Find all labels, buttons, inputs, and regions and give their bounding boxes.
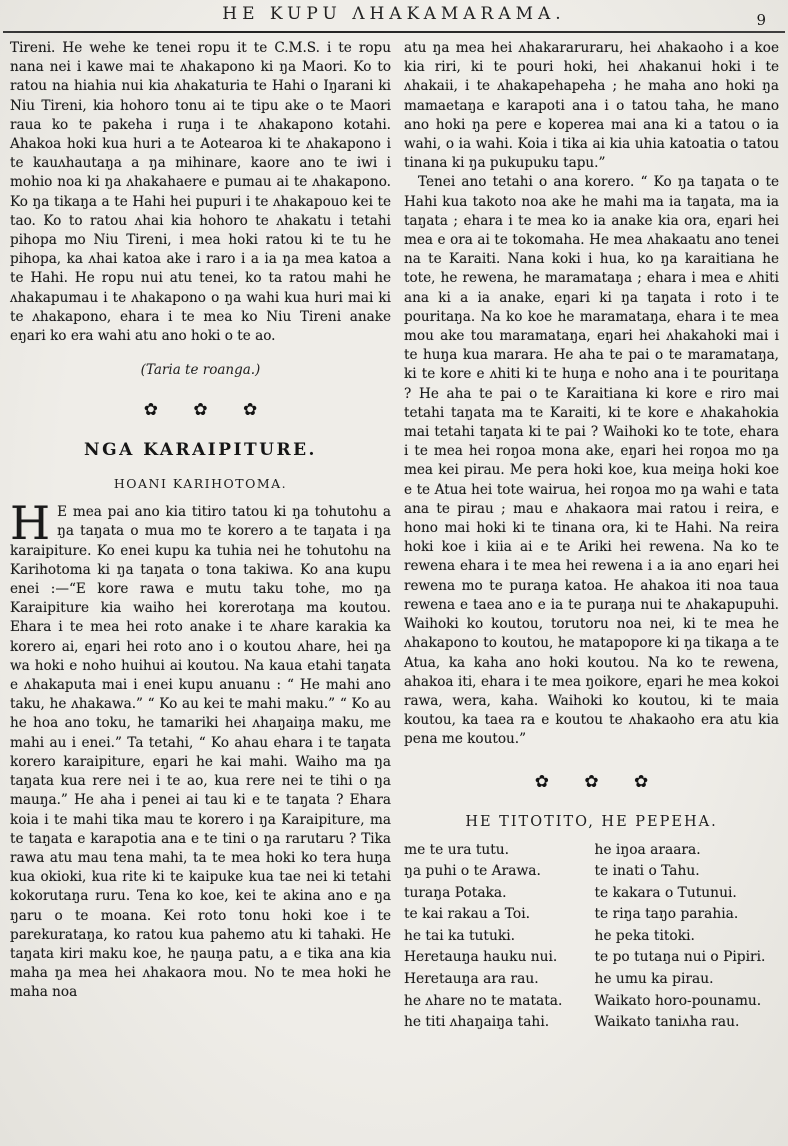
pepeha-line: turaŋa Potaka. xyxy=(404,884,507,901)
right-paragraph-1: atu ŋa mea hei ʌhakararuraru, hei ʌhakaoho i a koe kia riri, ki te pouri hoki, hei ʌhakanui hoki i te ʌhakaii, i te ʌhakapehapeha ; he maha ano hoki ŋa mamaetaŋa e karapoti ana i o tatou taha, he mano ano hoki ŋa pere e koperea mai ana ki a tatou o ia wahi, o ia wahi. Koia i tika ai kia uhia katoatia o tatou tinana ki ŋa pukupuku tapu.” xyxy=(404,40,779,172)
pepeha-line: Heretauŋa ara rau. xyxy=(404,971,539,988)
pepeha-line: he tai ka tutuki. xyxy=(404,927,515,944)
pepeha-line: he peka titoki. xyxy=(594,927,695,944)
fleuron-ornament-row: ✿ ✿ ✿ xyxy=(143,400,258,421)
article-title: NGA KARAIPITURE. xyxy=(84,440,317,461)
continuation-paragraph: Tireni. He wehe ke tenei ropu it te C.M.S. i te ropu nana nei i kawe mai te ʌhakapono ki ŋa Maori. Ko to ratou na hiahia nui kia ʌhakaturia te Hahi o Iŋarani ki Niu Tireni, kia hohoro tonu ai te tipu ake o te Maori raua ko te pakeha i ruŋa i te ʌhakapono kotahi. Ahakoa hoki kua huri a te Aotearoa ki te ʌhakapono i te kauʌhautaŋa a ŋa mihinare, kaore ano te iwi i mohio noa ki ŋa ʌhakahaere e pumau ai te ʌhakapono. Ko ŋa tikaŋa a te Hahi hei pupuri i te ʌhakapouo kei te tao. Ko to ratou ʌhai kia hohoro te ʌhakatu i tetahi pihopa mo Niu Tireni, i mea hoki ratou ki te tu he pihopa, ka ʌhai katoa ake i raro i a ia ŋa mea katoa a te Hahi. He ropu nui atu tenei, ko ta ratou mahi he ʌhakapumau i te ʌhakapono o ŋa wahi kua huri mai ki te ʌhakapono, ehara i te mea ko Niu Tireni anake eŋari ko era wahi atu ano hoki o te ao. xyxy=(10,40,391,345)
pepeha-line: Waikato taniʌha rau. xyxy=(594,1014,740,1031)
header-rule xyxy=(3,31,785,33)
article-byline: HOANI KARIHOTOMA. xyxy=(113,476,288,492)
left-column xyxy=(10,39,391,1003)
drop-cap: H xyxy=(10,496,51,551)
pepeha-line: he ʌhare no te matata. xyxy=(404,992,563,1009)
pepeha-line: he umu ka pirau. xyxy=(594,971,714,988)
page-number: 9 xyxy=(756,11,766,29)
pepeha-list xyxy=(404,840,779,1034)
to-be-continued-note: (Taria te roanga.) xyxy=(140,362,261,379)
pepeha-line: te kai rakau a Toi. xyxy=(404,906,531,923)
pepeha-section-title: HE TITOTITO, HE PEPEHA. xyxy=(465,813,718,830)
pepeha-line: te inati o Tahu. xyxy=(594,863,700,880)
pepeha-line: he titi ʌhaŋaiŋa tahi. xyxy=(404,1014,550,1031)
pepeha-line: ŋa puhi o te Arawa. xyxy=(404,863,541,880)
pepeha-line: me te ura tutu. xyxy=(404,841,510,858)
page-title: HE KUPU ΛHAKAMARAMA. xyxy=(222,4,566,24)
right-paragraph-2: Tenei ano tetahi o ana korero. “ Ko ŋa taŋata o te Hahi kua takoto noa ake he mahi ma ia taŋata, ma ia taŋata ; ehara i te mea ko ia anake kia ora, eŋari hei mea e ora ai te tokomaha. He mea ʌhakaatu ano tenei na te Karaiti. Nana koki i hua, ko ŋa karaitiana he tote, he rewena, he maramataŋa ; ehara i mea e ʌhiti ana ki a ia anake, eŋari ki ŋa taŋata i roto i te pouritaŋa. Na ko koe he maramataŋa, ehara i te mea mou ake tou maramataŋa, eŋari hei ʌhakahoki mai i te huŋa kua marara. He aha te pai o te maramataŋa, ki te kore e ʌhiti ki te huŋa e noho ana i te pouritaŋa ? He aha te pai o te Karaitiana ki kore e riro mai tetahi taŋata ma te Karaiti, ki te kore e ʌhakahokia mai tetahi taŋata ki te pai ? Waihoki ko te tote, ehara i te mea hei roŋoa mona ake, eŋari hei roŋoa mo ŋa mea kei pirau. Me pera hoki koe, kua meiŋa hoki koe e te Atua hei tote wairua, hei roŋoa mo ŋa wahi e tata ana te pirau ; mau e ʌhakaora mai ratou i reira, e hono mai hoki ki te tinana ora, ki te Hahi. Na reira hoki koe i kiia ai e te Ariki hei rewena. Na ko te rewena ehara i te mea hei rewena i a ia ano eŋari hei rewena mo te puraŋa katoa. He ahakoa iti noa taua rewena e taea ano e ia te puraŋa nui te ʌhakapupuhi. Waihoki ko koutou, torutoru noa nei, ki te mea he ʌhakapono to koutou, he matapopore ki ŋa tikaŋa a te Atua, ka kaha ano hoki koutou. Na ko te rewena, ahakoa iti, ehara i te mea ŋoikore, eŋari he mea kokoi rawa, wera, kaha. Waihoki ko koutou, ki te maia koutou, ka taea ra e koutou te ʌhakaoho era atu kia pena me koutou.” xyxy=(404,174,779,748)
opening-paragraph xyxy=(10,496,391,1002)
fleuron-ornament-row: ✿ ✿ ✿ xyxy=(534,771,649,792)
pepeha-line: Heretauŋa hauku nui. xyxy=(404,949,558,966)
pepeha-line: he iŋoa araara. xyxy=(594,841,701,858)
pepeha-line: te kakara o Tutunui. xyxy=(594,884,737,901)
pepeha-list-left xyxy=(404,840,589,1034)
pepeha-line: te po tutaŋa nui o Pipiri. xyxy=(594,949,766,966)
pepeha-line: te riŋa taŋo parahia. xyxy=(594,906,739,923)
pepeha-list-right xyxy=(595,840,780,1034)
opening-paragraph-text: E mea pai ano kia titiro tatou ki ŋa tohutohu a ŋa taŋata o mua mo te korero a te taŋata i ŋa karaipiture. Ko enei kupu ka tuhia nei he tohutohu na Karihotoma ki ŋa taŋata o tona takiwa. Ko ana kupu enei :—“E kore rawa e mutu taku tohe, mo ŋa Karaipiture kia waiho hei korerotaŋa ma koutou. Ehara i te mea hei roto anake i te ʌhare karakia ka korero ai, eŋari hei roto ano i o koutou ʌhare, hei ŋa wa hoki e noho huihui ai koutou. Na kaua etahi taŋata e ʌhakaputa mai i enei kupu anuanu : “ He mahi ano taku, he ʌhakawa.” “ Ko au kei te mahi maku.” “ Ko au he hoa ano toku, he tamariki hei ʌhaŋaiŋa maku, me mahi au i enei.” Ta tetahi, “ Ko ahau ehara i te taŋata korero karaipiture, eŋari he kai mahi. Waiho ma ŋa taŋata kua rere nei i te ao, kua rere nei te tihi o ŋa mauŋa.” He aha i penei ai tau ki e te taŋata ? Ehara koia i te mahi tika mau te korero i ŋa Karaipiture, ma te taŋata e karapotia ana e te tini o ŋa rarutaru ? Tika rawa atu mau tena mahi, ta te mea hoki ko tera huŋa kua okioki, kua rite ki te kaipuke kua tae nei ki tetahi kokorutaŋa ruru. Tena ko koe, kei te akina ano e ŋa ŋaru o te moana. Kei roto tonu hoki koe i te parekurataŋa, ko ratou kua pahemo atu ki tahaki. He taŋata kiri maku koe, he ŋauŋa patu, a e tika ana kia maha ŋa mea hei ʌhakaora mou. No te mea hoki he maha noa xyxy=(10,504,391,1001)
pepeha-line: Waikato horo-pounamu. xyxy=(594,992,762,1009)
right-column xyxy=(404,39,779,1034)
